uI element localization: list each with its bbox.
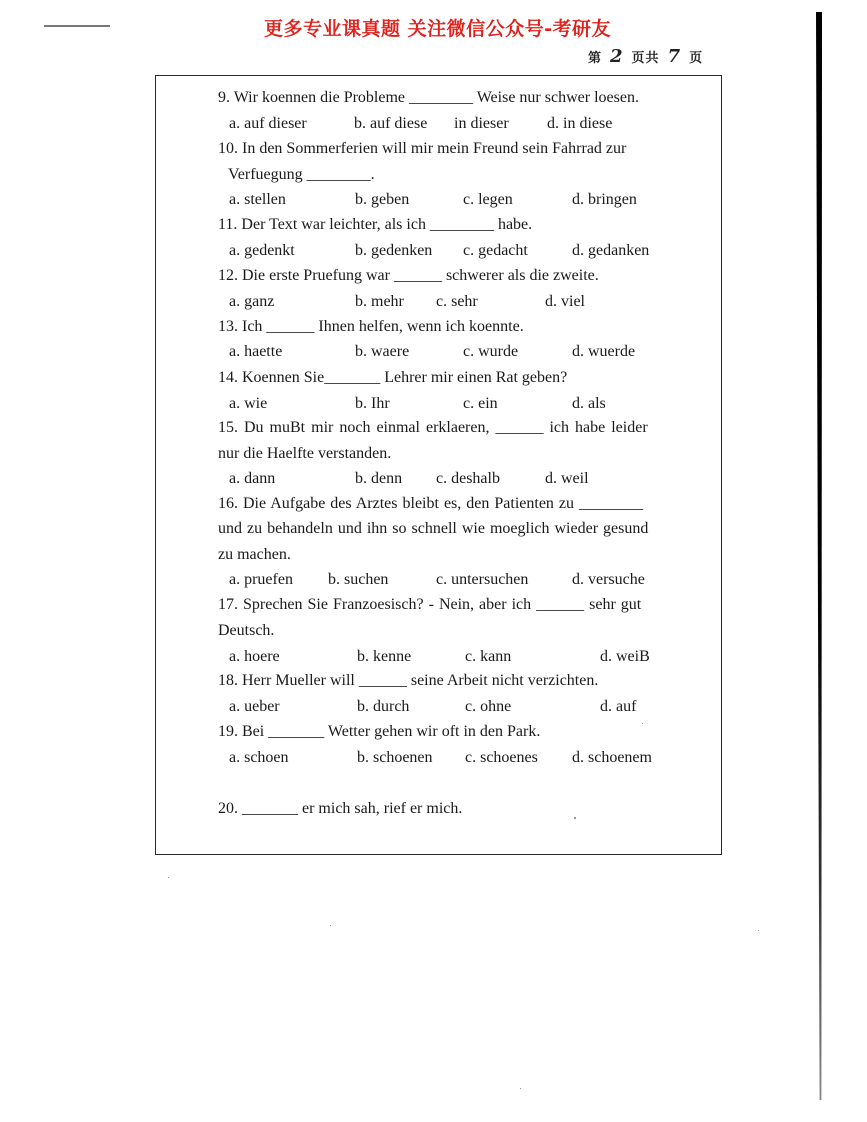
question-18-option-d: d. auf <box>600 698 637 715</box>
scan-speck <box>330 925 331 926</box>
question-17-option-b: b. kenne <box>357 648 412 665</box>
page-mid: 页共 <box>631 51 660 66</box>
question-9-option-b: b. auf diese <box>354 115 428 132</box>
watermark-banner: 更多专业课真题 关注微信公众号-考研友 <box>263 18 611 40</box>
question-20-text: 20. _______ er mich sah, rief er mich. <box>218 800 463 817</box>
question-10-text: 10. In den Sommerferien will mir mein Freund sein Fahrrad zur <box>218 140 627 157</box>
question-9-option-d: d. in diese <box>547 115 613 132</box>
question-18-option-c: c. ohne <box>465 698 512 715</box>
question-10-option-b: b. geben <box>355 191 410 208</box>
question-13-option-d: d. wuerde <box>572 343 636 360</box>
question-19-text: 19. Bei _______ Wetter gehen wir oft in den Park. <box>218 723 541 740</box>
question-18-text: 18. Herr Mueller will ______ seine Arbeit nicht verzichten. <box>218 672 599 689</box>
question-12-option-b: b. mehr <box>355 293 404 310</box>
question-16-option-d: d. versuche <box>572 571 645 588</box>
question-11-option-a: a. gedenkt <box>229 242 295 259</box>
question-18-option-a: a. ueber <box>229 698 280 715</box>
question-17-option-a: a. hoere <box>229 648 280 665</box>
question-15-option-b: b. denn <box>355 470 403 487</box>
page-suffix: 页 <box>689 51 704 66</box>
question-17-option-c: c. kann <box>465 648 512 665</box>
question-13-text: 13. Ich ______ Ihnen helfen, wenn ich koennte. <box>218 318 524 335</box>
scan-speck <box>168 877 169 878</box>
page-current: 2 <box>610 46 624 67</box>
question-13-option-a: a. haette <box>229 343 283 360</box>
question-16-option-c: c. untersuchen <box>436 571 529 588</box>
question-13-option-c: c. wurde <box>463 343 519 360</box>
scan-edge-bar <box>816 12 822 1100</box>
question-14-option-c: c. ein <box>463 395 498 412</box>
question-15-text-cont: nur die Haelfte verstanden. <box>218 445 392 462</box>
question-19-option-b: b. schoenen <box>357 749 433 766</box>
question-11-text: 11. Der Text war leichter, als ich ________ habe. <box>218 216 533 233</box>
question-16-text-cont-1: und zu behandeln und ihn so schnell wie moeglich wieder gesund <box>218 520 649 537</box>
question-15-text: 15. Du muBt mir noch einmal erklaeren, ______ ich habe leider <box>218 419 648 436</box>
question-9-option-a: a. auf dieser <box>229 115 307 132</box>
question-17-text-cont: Deutsch. <box>218 622 275 639</box>
question-16-option-b: b. suchen <box>328 571 389 588</box>
question-15-option-a: a. dann <box>229 470 276 487</box>
page-indicator <box>588 46 703 67</box>
scan-speck <box>520 1088 521 1089</box>
question-19-option-d: d. schoenem <box>572 749 652 766</box>
question-14-text: 14. Koennen Sie_______ Lehrer mir einen Rat geben? <box>218 369 568 386</box>
question-12-text: 12. Die erste Pruefung war ______ schwerer als die zweite. <box>218 267 599 284</box>
question-19-option-a: a. schoen <box>229 749 289 766</box>
question-11-option-b: b. gedenken <box>355 242 433 259</box>
question-16-text: 16. Die Aufgabe des Arztes bleibt es, den Patienten zu ________ <box>218 495 644 512</box>
scan-speck <box>574 817 576 819</box>
question-11-option-d: d. gedanken <box>572 242 650 259</box>
question-17-text: 17. Sprechen Sie Franzoesisch? - Nein, aber ich ______ sehr gut <box>218 596 642 613</box>
question-12-option-d: d. viel <box>545 293 585 310</box>
question-10-option-c: c. legen <box>463 191 513 208</box>
question-10-option-d: d. bringen <box>572 191 637 208</box>
question-12-option-c: c. sehr <box>436 293 478 310</box>
question-14-option-b: b. Ihr <box>355 395 390 412</box>
question-10-text-cont: Verfuegung ________. <box>228 166 375 183</box>
question-14-option-d: d. als <box>572 395 606 412</box>
page-prefix: 第 <box>588 51 603 66</box>
question-12-option-a: a. ganz <box>229 293 275 310</box>
question-16-text-cont-2: zu machen. <box>218 546 291 563</box>
question-9-text: 9. Wir koennen die Probleme ________ Weise nur schwer loesen. <box>218 89 639 106</box>
question-15-option-d: d. weil <box>545 470 589 487</box>
question-16-option-a: a. pruefen <box>229 571 293 588</box>
question-14-option-a: a. wie <box>229 395 268 412</box>
question-9-option-c: in dieser <box>454 115 509 132</box>
question-17-option-d: d. weiB <box>600 648 650 665</box>
question-19-option-c: c. schoenes <box>465 749 538 766</box>
question-15-option-c: c. deshalb <box>436 470 500 487</box>
page-total: 7 <box>667 46 682 67</box>
question-10-option-a: a. stellen <box>229 191 286 208</box>
scan-speck <box>758 930 759 931</box>
question-13-option-b: b. waere <box>355 343 410 360</box>
question-18-option-b: b. durch <box>357 698 410 715</box>
question-11-option-c: c. gedacht <box>463 242 528 259</box>
scan-speck <box>642 723 643 724</box>
